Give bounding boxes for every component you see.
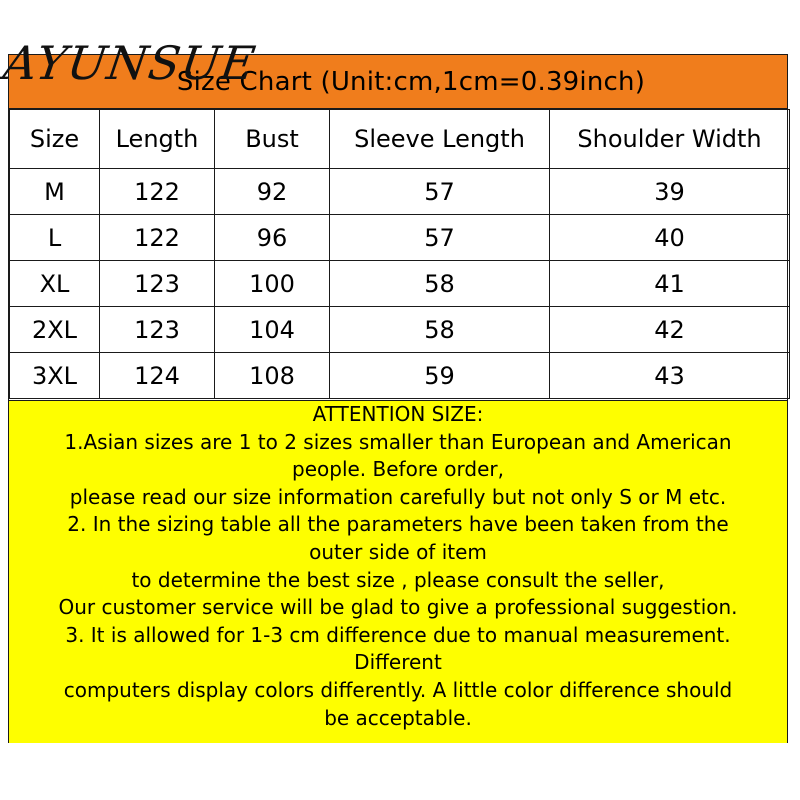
table-row <box>10 261 790 307</box>
attention-notice <box>9 400 787 743</box>
size-chart-title: Size Chart (Unit:cm,1cm=0.39inch) <box>176 66 646 97</box>
notice-line: people. Before order, <box>292 457 504 482</box>
notice-heading: ATTENTION SIZE: <box>312 402 484 426</box>
column-header-length: Length <box>100 110 215 169</box>
notice-line: Different <box>354 650 442 675</box>
column-header-size: Size <box>10 110 100 169</box>
table-cell: 57 <box>330 215 550 261</box>
table-cell: 92 <box>215 169 330 215</box>
notice-line: 3. It is allowed for 1-3 cm difference due to manual measurement. <box>65 622 731 647</box>
table-cell: 122 <box>100 215 215 261</box>
notice-line: 1.Asian sizes are 1 to 2 sizes smaller than European and American <box>64 429 732 454</box>
table-cell: 3XL <box>10 353 100 399</box>
table-cell: XL <box>10 261 100 307</box>
notice-line: 2. In the sizing table all the parameters have been taken from the <box>67 512 729 537</box>
table-cell: 104 <box>215 307 330 353</box>
table-cell: M <box>10 169 100 215</box>
table-cell: 100 <box>215 261 330 307</box>
table-cell: 39 <box>550 169 790 215</box>
brand-logo: AYUNSUE <box>0 36 260 90</box>
notice-line: computers display colors differently. A little color difference should <box>63 677 733 702</box>
table-cell: 41 <box>550 261 790 307</box>
size-chart <box>8 54 788 743</box>
table-row <box>10 169 790 215</box>
table-cell: L <box>10 215 100 261</box>
table-cell: 59 <box>330 353 550 399</box>
table-cell: 122 <box>100 169 215 215</box>
table-row <box>10 215 790 261</box>
table-cell: 57 <box>330 169 550 215</box>
table-row <box>10 353 790 399</box>
size-table <box>9 109 790 399</box>
notice-line: to determine the best size , please consult the seller, <box>131 567 665 592</box>
column-header-shoulder-width: Shoulder Width <box>550 110 790 169</box>
notice-line: Our customer service will be glad to give a professional suggestion. <box>58 595 738 620</box>
notice-line: outer side of item <box>309 539 487 564</box>
table-cell: 123 <box>100 261 215 307</box>
column-header-bust: Bust <box>215 110 330 169</box>
table-cell: 43 <box>550 353 790 399</box>
table-cell: 124 <box>100 353 215 399</box>
notice-line: please read our size information carefully but not only S or M etc. <box>69 484 727 509</box>
table-cell: 108 <box>215 353 330 399</box>
table-cell: 2XL <box>10 307 100 353</box>
table-header-row <box>10 110 790 169</box>
table-cell: 58 <box>330 307 550 353</box>
column-header-sleeve-length: Sleeve Length <box>330 110 550 169</box>
table-row <box>10 307 790 353</box>
table-cell: 96 <box>215 215 330 261</box>
table-cell: 40 <box>550 215 790 261</box>
notice-line: be acceptable. <box>324 705 472 730</box>
table-cell: 58 <box>330 261 550 307</box>
table-cell: 42 <box>550 307 790 353</box>
table-cell: 123 <box>100 307 215 353</box>
